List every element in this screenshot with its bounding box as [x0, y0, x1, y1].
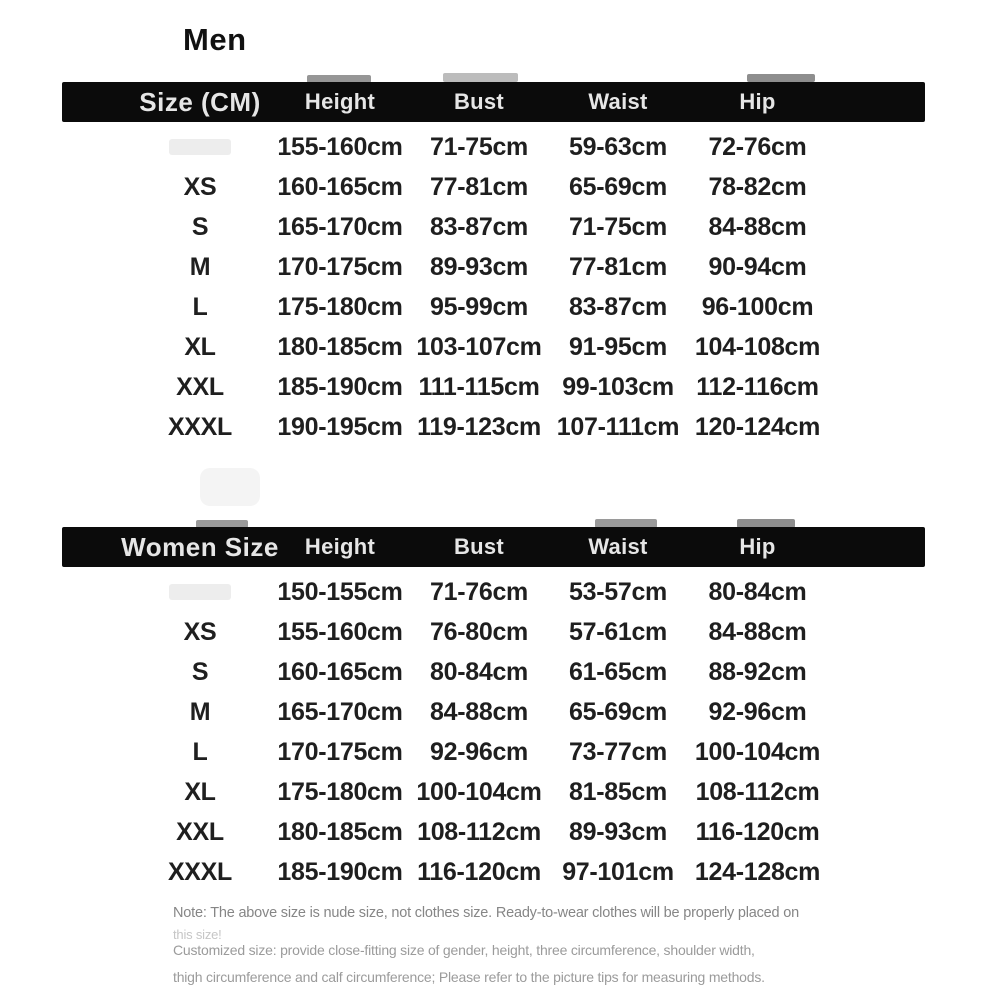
bust-cell: 76-80cm [430, 617, 528, 646]
size-cell: XL [184, 332, 216, 361]
table-row [62, 407, 925, 447]
bust-cell: 77-81cm [430, 172, 528, 201]
size-cell [130, 584, 270, 600]
waist-cell: 59-63cm [569, 132, 667, 161]
bust-cell: 116-120cm [417, 857, 541, 886]
size-cell: L [192, 292, 208, 321]
erased-label-artifact [169, 584, 231, 600]
waist-cell: 71-75cm [569, 212, 667, 241]
height-cell: 180-185cm [277, 817, 403, 846]
bust-cell: 103-107cm [416, 332, 542, 361]
women-size-table [62, 527, 925, 892]
note-line-3: Customized size: provide close-fitting size of gender, height, three circumference, shoulder width, [173, 942, 755, 958]
waist-cell: 65-69cm [569, 172, 667, 201]
note-block [173, 906, 813, 988]
waist-cell: 97-101cm [562, 857, 674, 886]
size-cell: M [189, 697, 211, 726]
size-cell: S [191, 657, 209, 686]
bust-cell: 95-99cm [430, 292, 528, 321]
table-row [62, 652, 925, 692]
height-cell: 160-165cm [277, 172, 403, 201]
page-title: Men [183, 22, 247, 57]
height-cell: 185-190cm [277, 372, 403, 401]
women-table-header [62, 527, 925, 567]
size-cell: M [189, 252, 211, 281]
table-row [62, 692, 925, 732]
table-row [62, 772, 925, 812]
size-cell: S [191, 212, 209, 241]
size-cell: XXL [176, 372, 224, 401]
waist-cell: 89-93cm [569, 817, 667, 846]
column-header-height: Height [304, 534, 376, 559]
hip-cell: 92-96cm [708, 697, 807, 726]
column-header-hip: Hip [739, 534, 776, 559]
column-header-size: Women Size [121, 531, 279, 562]
waist-cell: 53-57cm [569, 577, 667, 606]
bust-cell: 71-76cm [430, 577, 528, 606]
bust-cell: 111-115cm [418, 372, 540, 401]
erased-label-artifact [169, 139, 231, 155]
hip-cell: 108-112cm [695, 777, 820, 806]
hip-cell: 116-120cm [695, 817, 820, 846]
column-header-waist: Waist [588, 89, 648, 114]
table-row [62, 247, 925, 287]
size-cell: XXL [176, 817, 224, 846]
artifact-smudge [747, 74, 815, 82]
size-cell: XS [183, 617, 217, 646]
table-row [62, 287, 925, 327]
bust-cell: 92-96cm [430, 737, 528, 766]
table-row [62, 127, 925, 167]
bust-cell: 108-112cm [417, 817, 541, 846]
waist-cell: 99-103cm [562, 372, 674, 401]
men-table-body [62, 127, 925, 447]
waist-cell: 83-87cm [569, 292, 667, 321]
table-row [62, 327, 925, 367]
size-cell: XXXL [167, 857, 233, 886]
hip-cell: 72-76cm [708, 132, 807, 161]
height-cell: 175-180cm [277, 292, 403, 321]
bust-cell: 119-123cm [417, 412, 541, 441]
waist-cell: 77-81cm [569, 252, 667, 281]
hip-cell: 112-116cm [696, 372, 819, 401]
table-row [62, 612, 925, 652]
size-cell: XS [183, 172, 217, 201]
height-cell: 165-170cm [277, 212, 403, 241]
hip-cell: 80-84cm [708, 577, 807, 606]
hip-cell: 120-124cm [694, 412, 821, 441]
table-row [62, 572, 925, 612]
waist-cell: 107-111cm [556, 412, 680, 441]
men-table-header [62, 82, 925, 122]
hip-cell: 90-94cm [708, 252, 807, 281]
waist-cell: 57-61cm [569, 617, 667, 646]
note-line-2: this size! [173, 927, 222, 942]
bust-cell: 80-84cm [430, 657, 528, 686]
height-cell: 155-160cm [277, 617, 403, 646]
bust-cell: 100-104cm [416, 777, 542, 806]
table-row [62, 367, 925, 407]
height-cell: 155-160cm [277, 132, 403, 161]
bust-cell: 83-87cm [430, 212, 528, 241]
women-table-body [62, 572, 925, 892]
column-header-size: Size (CM) [139, 86, 261, 117]
table-row [62, 167, 925, 207]
waist-cell: 65-69cm [569, 697, 667, 726]
hip-cell: 78-82cm [708, 172, 807, 201]
hip-cell: 84-88cm [708, 617, 807, 646]
hip-cell: 88-92cm [708, 657, 807, 686]
hip-cell: 124-128cm [694, 857, 821, 886]
waist-cell: 73-77cm [569, 737, 667, 766]
note-line-1: Note: The above size is nude size, not clothes size. Ready-to-wear clothes will be properly placed on [173, 905, 799, 921]
hip-cell: 104-108cm [694, 332, 821, 361]
waist-cell: 81-85cm [569, 777, 667, 806]
bust-cell: 84-88cm [430, 697, 528, 726]
column-header-bust: Bust [453, 534, 505, 559]
height-cell: 160-165cm [277, 657, 403, 686]
height-cell: 165-170cm [277, 697, 403, 726]
height-cell: 185-190cm [277, 857, 403, 886]
size-cell [130, 139, 270, 155]
height-cell: 150-155cm [277, 577, 403, 606]
hip-cell: 100-104cm [694, 737, 821, 766]
column-header-height: Height [304, 89, 376, 114]
height-cell: 170-175cm [277, 737, 403, 766]
table-row [62, 207, 925, 247]
table-row [62, 852, 925, 892]
hip-cell: 84-88cm [708, 212, 807, 241]
note-line-4: thigh circumference and calf circumference; Please refer to the picture tips for measuring methods. [173, 969, 765, 985]
column-header-hip: Hip [739, 89, 776, 114]
height-cell: 170-175cm [277, 252, 403, 281]
bust-cell: 71-75cm [430, 132, 528, 161]
size-cell: L [192, 737, 208, 766]
height-cell: 180-185cm [277, 332, 403, 361]
artifact-smudge [443, 73, 518, 82]
column-header-bust: Bust [453, 89, 505, 114]
height-cell: 190-195cm [277, 412, 403, 441]
column-header-waist: Waist [588, 534, 648, 559]
table-row [62, 732, 925, 772]
men-size-table [62, 82, 925, 447]
bust-cell: 89-93cm [430, 252, 528, 281]
artifact-smudge [200, 468, 260, 506]
waist-cell: 91-95cm [569, 332, 667, 361]
size-cell: XXXL [167, 412, 233, 441]
size-cell: XL [184, 777, 216, 806]
height-cell: 175-180cm [277, 777, 403, 806]
hip-cell: 96-100cm [701, 292, 814, 321]
table-row [62, 812, 925, 852]
waist-cell: 61-65cm [569, 657, 667, 686]
